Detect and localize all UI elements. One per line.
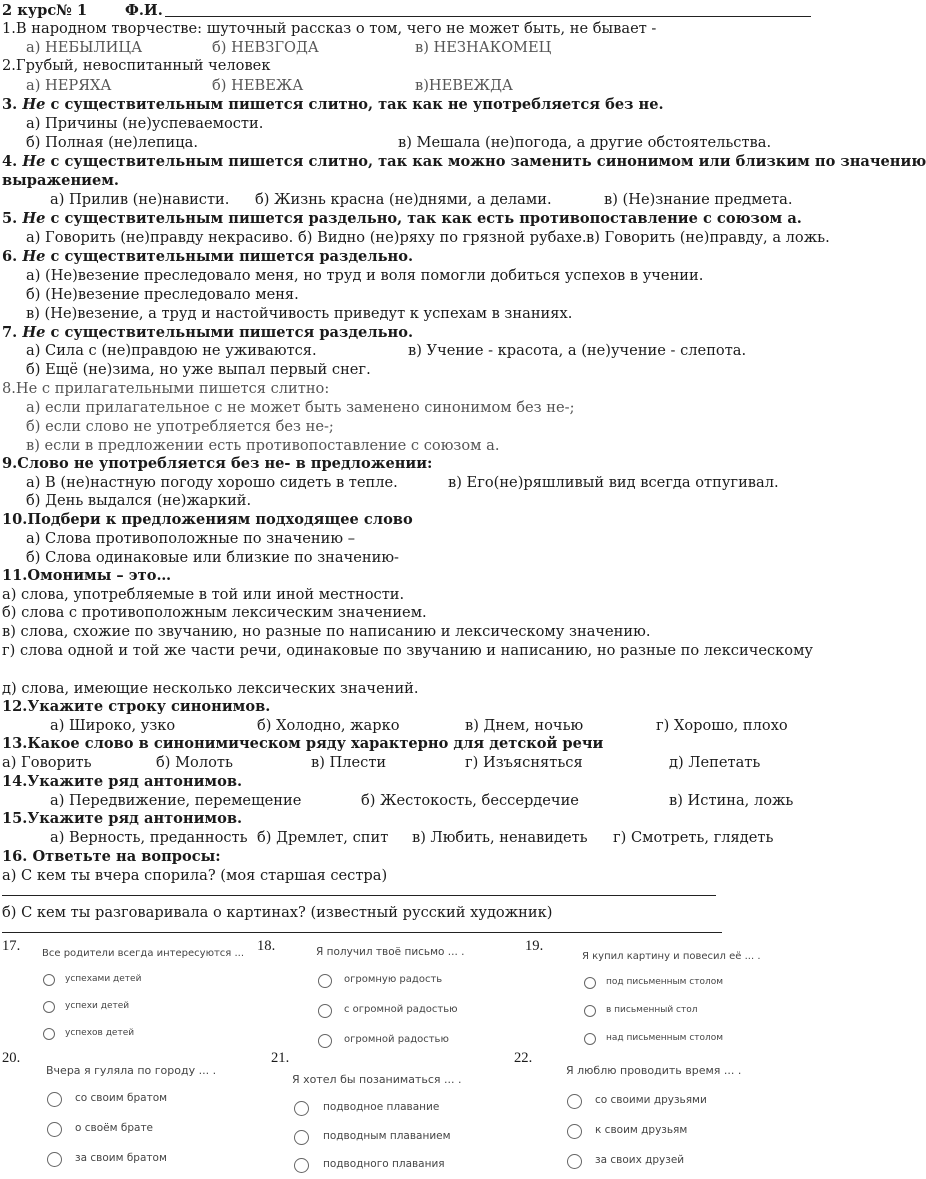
fio-line xyxy=(165,16,811,17)
card-20-radio-2[interactable] xyxy=(47,1122,62,1137)
q1-text: 1.В народном творчестве: шуточный рассказ о том, чего не может быть, не бывает - xyxy=(2,20,657,37)
q15-option-b: б) Дремлет, спит xyxy=(257,829,389,846)
q13-option-c: в) Плести xyxy=(311,754,387,771)
card-19-radio-2[interactable] xyxy=(584,1005,596,1017)
card-22-option-1: со своими друзьями xyxy=(595,1094,707,1106)
q10-option-b: б) Слова одинаковые или близкие по значению- xyxy=(26,549,399,566)
card-19-option-2: в письменный стол xyxy=(606,1005,698,1015)
card-22-radio-1[interactable] xyxy=(567,1094,582,1109)
q7-option-a: а) Сила с (не)правдою не уживаются. xyxy=(26,342,317,359)
q10-option-a: а) Слова противоположные по значению – xyxy=(26,530,356,547)
card-22-radio-3[interactable] xyxy=(567,1154,582,1169)
q3-option-b: б) Полная (не)лепица. xyxy=(26,134,199,151)
q1-option-c: в) НЕЗНАКОМЕЦ xyxy=(415,39,552,56)
card-21-option-3: подводного плавания xyxy=(323,1158,445,1170)
card-20-radio-3[interactable] xyxy=(47,1152,62,1167)
card-18 xyxy=(312,942,522,1054)
q15-option-a: а) Верность, преданность xyxy=(50,829,248,846)
q12-option-c: в) Днем, ночью xyxy=(465,717,584,734)
card-22-question: Я люблю проводить время ... . xyxy=(566,1064,742,1077)
card-19-option-1: под письменным столом xyxy=(606,977,724,987)
card-18-option-3: огромной радостью xyxy=(344,1034,449,1045)
card-17-radio-2[interactable] xyxy=(43,1001,55,1013)
fio-label: Ф.И. xyxy=(125,2,163,19)
q5-option-b: б) Видно (не)ряху по грязной рубахе. xyxy=(298,229,587,246)
q11-option-c: в) слова, схожие по звучанию, но разные по написанию и лексическому значению. xyxy=(2,623,651,640)
card-18-radio-2[interactable] xyxy=(318,1004,332,1018)
card-17-option-3: успехов детей xyxy=(65,1028,135,1038)
course-label: 2 курс xyxy=(2,2,57,19)
card-17-option-2: успехи детей xyxy=(65,1001,130,1011)
card-21-question: Я хотел бы позаниматься ... . xyxy=(292,1073,462,1086)
q3-option-c: в) Мешала (не)погода, а другие обстоятельства. xyxy=(398,134,772,151)
q14-option-b: б) Жестокость, бессердечие xyxy=(361,792,579,809)
card-21 xyxy=(288,1071,518,1177)
q8-option-a: а) если прилагательное с не может быть заменено синонимом без не-; xyxy=(26,399,575,416)
q11-option-a: а) слова, употребляемые в той или иной местности. xyxy=(2,586,405,603)
q15-text: 15.Укажите ряд антонимов. xyxy=(2,810,243,827)
q4-text-cont: выражением. xyxy=(2,172,119,189)
q13-text: 13.Какое слово в синонимическом ряду характерно для детской речи xyxy=(2,735,604,752)
q11-option-b: б) слова с противоположным лексическим значением. xyxy=(2,604,427,621)
card-22-number: 22. xyxy=(514,1050,533,1066)
card-20-radio-1[interactable] xyxy=(47,1092,62,1107)
card-20-option-2: о своём брате xyxy=(75,1122,154,1134)
q6-option-b: б) (Не)везение преследовало меня. xyxy=(26,286,299,303)
q16-answer-line-b[interactable] xyxy=(2,932,722,933)
card-21-radio-1[interactable] xyxy=(294,1101,309,1116)
q3-text: 3. Не с существительным пишется слитно, так как не употребляется без не. xyxy=(2,96,664,113)
card-22-radio-2[interactable] xyxy=(567,1124,582,1139)
card-22-option-3: за своих друзей xyxy=(595,1154,685,1166)
q16-question-a: а) С кем ты вчера спорила? (моя старшая сестра) xyxy=(2,867,388,884)
q13-option-a: а) Говорить xyxy=(2,754,92,771)
q9-option-a: а) В (не)настную погоду хорошо сидеть в тепле. xyxy=(26,474,398,491)
q7-option-b: б) Ещё (не)зима, но уже выпал первый снег. xyxy=(26,361,371,378)
card-19 xyxy=(578,947,808,1052)
q2-option-c: в)НЕВЕЖДА xyxy=(415,77,513,94)
card-17-radio-1[interactable] xyxy=(43,974,55,986)
card-19-radio-1[interactable] xyxy=(584,977,596,989)
card-18-question: Я получил твоё письмо ... . xyxy=(316,946,465,958)
q5-option-c: в) Говорить (не)правду, а ложь. xyxy=(586,229,830,246)
q13-option-e: д) Лепетать xyxy=(669,754,761,771)
q15-option-d: г) Смотреть, глядеть xyxy=(613,829,774,846)
card-20-option-1: со своим братом xyxy=(75,1092,168,1104)
q14-option-a: а) Передвижение, перемещение xyxy=(50,792,302,809)
q6-text: 6. Не с существительными пишется раздельно. xyxy=(2,248,414,265)
card-20-number: 20. xyxy=(2,1050,21,1066)
card-18-radio-1[interactable] xyxy=(318,974,332,988)
q1-option-b: б) НЕВЗГОДА xyxy=(212,39,319,56)
q4-option-a: а) Прилив (не)нависти. xyxy=(50,191,230,208)
q4-option-b: б) Жизнь красна (не)днями, а делами. xyxy=(255,191,552,208)
q5-option-a: а) Говорить (не)правду некрасиво. xyxy=(26,229,294,246)
q2-option-a: а) НЕРЯХА xyxy=(26,77,112,94)
q13-option-b: б) Молоть xyxy=(156,754,233,771)
q12-text: 12.Укажите строку синонимов. xyxy=(2,698,271,715)
card-21-option-2: подводным плаванием xyxy=(323,1130,451,1142)
q10-text: 10.Подбери к предложениям подходящее слово xyxy=(2,511,413,528)
q13-option-d: г) Изъясняться xyxy=(465,754,583,771)
card-21-radio-2[interactable] xyxy=(294,1130,309,1145)
card-20-question: Вчера я гуляла по городу ... . xyxy=(46,1064,217,1077)
q8-option-c: в) если в предложении есть противопоставление с союзом а. xyxy=(26,437,500,454)
q12-option-a: а) Широко, узко xyxy=(50,717,176,734)
q9-option-c: в) Его(не)ряшливый вид всегда отпугивал. xyxy=(448,474,779,491)
card-18-option-2: с огромной радостью xyxy=(344,1004,458,1015)
card-17-number: 17. xyxy=(2,938,21,954)
card-18-option-1: огромную радость xyxy=(344,974,443,985)
q2-option-b: б) НЕВЕЖА xyxy=(212,77,304,94)
q11-option-e: д) слова, имеющие несколько лексических значений. xyxy=(2,680,419,697)
q15-option-c: в) Любить, ненавидеть xyxy=(412,829,588,846)
card-18-radio-3[interactable] xyxy=(318,1034,332,1048)
q16-answer-line-a[interactable] xyxy=(2,895,716,896)
q11-text: 11.Омонимы – это… xyxy=(2,567,172,584)
q3-option-a: а) Причины (не)успеваемости. xyxy=(26,115,264,132)
test-number: № 1 xyxy=(56,2,88,19)
q4-option-c: в) (Не)знание предмета. xyxy=(604,191,793,208)
card-18-number: 18. xyxy=(257,938,276,954)
q16-question-b: б) С кем ты разговаривала о картинах? (известный русский художник) xyxy=(2,904,553,921)
card-19-option-3: над письменным столом xyxy=(606,1033,724,1043)
card-20 xyxy=(42,1060,267,1175)
card-21-option-1: подводное плавание xyxy=(323,1101,440,1113)
q5-text: 5. Не с существительным пишется раздельно, так как есть противопоставление с союзом а. xyxy=(2,210,802,227)
card-22-option-2: к своим друзьям xyxy=(595,1124,688,1136)
card-20-option-3: за своим братом xyxy=(75,1152,167,1164)
card-21-radio-3[interactable] xyxy=(294,1158,309,1173)
q8-option-b: б) если слово не употребляется без не-; xyxy=(26,418,334,435)
q16-text: 16. Ответьте на вопросы: xyxy=(2,848,221,865)
q8-text: 8.Не с прилагательными пишется слитно: xyxy=(2,380,330,397)
q6-option-c: в) (Не)везение, а труд и настойчивость приведут к успехам в знаниях. xyxy=(26,305,573,322)
card-19-number: 19. xyxy=(525,938,544,954)
card-17-radio-3[interactable] xyxy=(43,1028,55,1040)
q12-option-d: г) Хорошо, плохо xyxy=(656,717,788,734)
card-19-question: Я купил картину и повесил её ... . xyxy=(582,951,761,962)
card-17-question: Все родители всегда интересуются ... xyxy=(42,948,245,959)
q6-option-a: а) (Не)везение преследовало меня, но труд и воля помогли добиться успехов в учении. xyxy=(26,267,704,284)
q1-option-a: а) НЕБЫЛИЦА xyxy=(26,39,143,56)
q12-option-b: б) Холодно, жарко xyxy=(257,717,400,734)
q14-text: 14.Укажите ряд антонимов. xyxy=(2,773,243,790)
card-19-radio-3[interactable] xyxy=(584,1033,596,1045)
q14-option-c: в) Истина, ложь xyxy=(669,792,794,809)
card-21-number: 21. xyxy=(271,1050,290,1066)
q11-option-d: г) слова одной и той же части речи, одинаковые по звучанию и написанию, но разные по лексическому xyxy=(2,642,814,659)
q9-text: 9.Слово не употребляется без не- в предложении: xyxy=(2,455,433,472)
q4-text: 4. Не с существительным пишется слитно, так как можно заменить синонимом или близким по значению xyxy=(2,153,926,170)
q2-text: 2.Грубый, невоспитанный человек xyxy=(2,57,271,74)
card-17-option-1: успехами детей xyxy=(65,974,142,984)
q7-option-c: в) Учение - красота, а (не)учение - слепота. xyxy=(408,342,747,359)
q9-option-b: б) День выдался (не)жаркий. xyxy=(26,492,252,509)
card-17 xyxy=(38,944,258,1049)
card-22 xyxy=(562,1062,807,1177)
q7-text: 7. Не с существительными пишется раздельно. xyxy=(2,324,414,341)
